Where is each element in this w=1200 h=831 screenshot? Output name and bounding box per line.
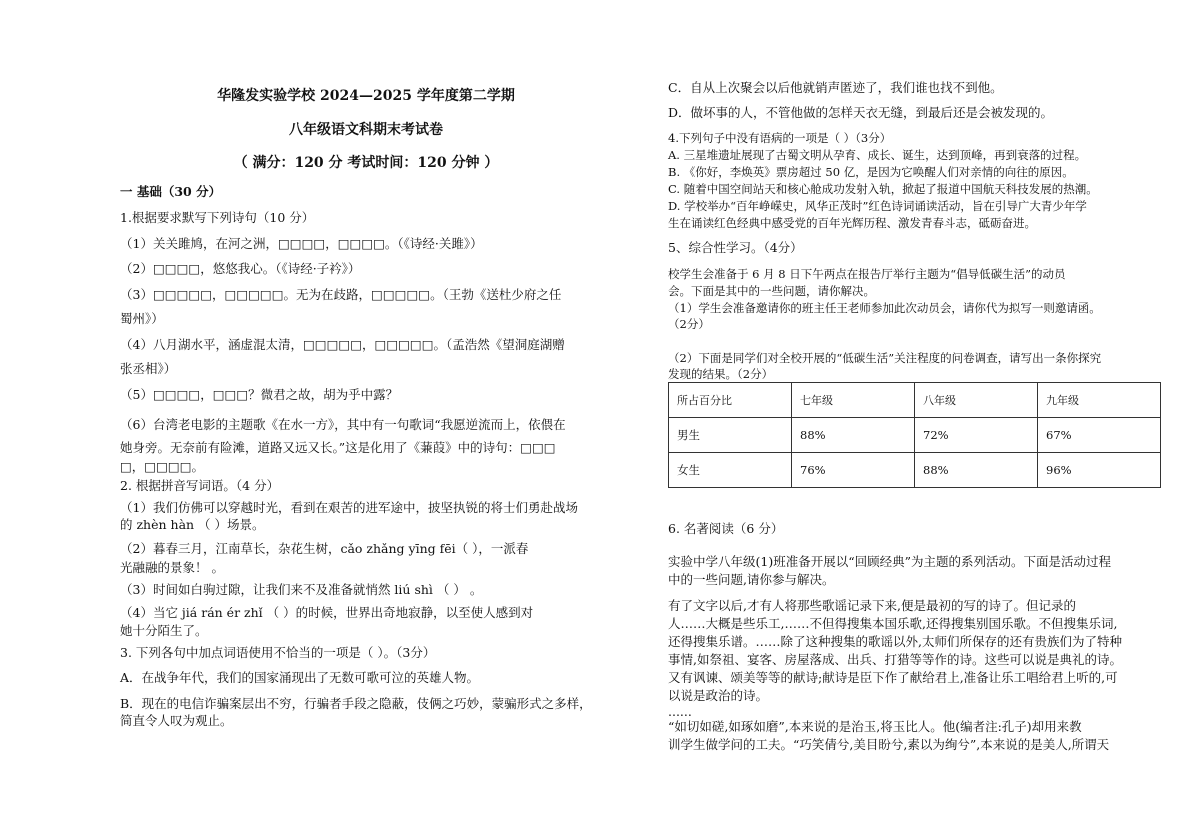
question-2-2-cont: 光融融的景象！ 。: [120, 560, 224, 575]
question-4-option-c: C. 随着中国空间站天和核心舱成功发射入轨，掀起了报道中国航天科技发展的热潮。: [668, 182, 1098, 196]
passage-line: 又有讽谏、颂美等等的献诗;献诗是臣下作了献给君上,准备让乐工唱给君上听的,可: [668, 670, 1118, 685]
section-heading: 一 基础（30 分）: [120, 184, 222, 199]
table-header-row: [669, 383, 1161, 418]
table-cell: 88%: [792, 418, 915, 453]
question-3-option-b-cont: 简直令人叹为观止。: [120, 713, 233, 728]
passage-line: 事情,如祭祖、宴客、房屋落成、出兵、打猎等等作的诗。这些可以说是典礼的诗。: [668, 652, 1122, 667]
table-cell: 76%: [792, 453, 915, 488]
question-5-1: （1）学生会准备邀请你的班主任王老师参加此次动员会，请你代为拟写一则邀请函。: [668, 301, 1101, 315]
question-2-2: （2）暮春三月，江南草长，杂花生树，cǎo zhǎng yīng fēi（ ），一派春: [120, 541, 529, 556]
exam-title: 八年级语文科期末考试卷: [289, 122, 443, 138]
question-6-intro-cont: 中的一些问题,请你参与解决。: [668, 572, 835, 587]
question-5-2: （2）下面是同学们对全校开展的“低碳生活”关注程度的问卷调查，请写出一条你探究: [668, 351, 1102, 365]
question-6-intro: 实验中学八年级(1)班准备开展以“回顾经典”为主题的系列活动。下面是活动过程: [668, 554, 1111, 569]
passage-line: 还得搜集乐谱。……除了这种搜集的歌谣以外,太师们所保存的还有贵族们为了特种: [668, 634, 1122, 649]
question-1-6-cont: 她身旁。无奈前有险滩，道路又远又长。”这是化用了《蒹葭》中的诗句：□□□: [120, 440, 556, 455]
table-cell: 88%: [915, 453, 1038, 488]
question-4-option-d: D. 学校举办“百年峥嵘史，风华正茂时”红色诗词诵读活动，旨在引导广大青少年学: [668, 199, 1087, 213]
table-cell: 96%: [1038, 453, 1161, 488]
question-1-1: （1）关关雎鸠，在河之洲，□□□□，□□□□。（《诗经·关雎》）: [120, 236, 483, 251]
question-2-4-cont: 她十分陌生了。: [120, 623, 208, 638]
question-2-4: （4）当它 jiá rán ér zhǐ （ ）的时候，世界出奇地寂静，以至使人感到对: [120, 605, 534, 620]
question-2-title: 2. 根据拼音写词语。（4 分）: [120, 478, 280, 493]
question-2-3: （3）时间如白驹过隙，让我们来不及准备就悄然 liú shì （ ） 。: [120, 582, 483, 597]
question-1-4-cont: 张丞相》）: [120, 361, 177, 376]
passage-line: 训学生做学问的工夫。“巧笑倩兮,美目盼兮,素以为绚兮”,本来说的是美人,所谓天: [668, 737, 1110, 752]
passage-line: 人……大概是些乐工,……不但得搜集本国乐歌,还得搜集别国乐歌。不但搜集乐词,: [668, 616, 1118, 631]
question-1-6-cont2: □，□□□□。: [120, 459, 205, 474]
question-2-1: （1）我们仿佛可以穿越时光，看到在艰苦的进军途中，披坚执锐的将士们勇赴战场: [120, 500, 578, 515]
table-row: [669, 418, 1161, 453]
table-cell: 72%: [915, 418, 1038, 453]
question-3-option-d: D．做坏事的人，不管他做的怎样天衣无缝，到最后还是会被发现的。: [668, 105, 1054, 120]
table-cell: 女生: [669, 453, 792, 488]
question-3-option-a: A．在战争年代，我们的国家涌现出了无数可歌可泣的英雄人物。: [120, 670, 480, 685]
question-4-option-a: A. 三星堆遗址展现了古蜀文明从孕育、成长、诞生，达到顶峰，再到衰落的过程。: [668, 148, 1087, 162]
table-header-cell: 七年级: [792, 383, 915, 418]
question-4-option-d-cont: 生在诵读红色经典中感受党的百年光辉历程、激发青春斗志，砥砺奋进。: [668, 216, 1036, 230]
school-title: 华隆发实验学校 2024—2025 学年度第二学期: [217, 88, 515, 104]
question-1-title: 1.根据要求默写下列诗句（10 分）: [120, 210, 315, 225]
question-1-2: （2）□□□□，悠悠我心。（《诗经·子衿》）: [120, 261, 361, 276]
question-4-title: 4.下列句子中没有语病的一项是（ ）（3分）: [668, 131, 892, 145]
question-5-title: 5、综合性学习。（4分）: [668, 240, 803, 255]
table-header-cell: 九年级: [1038, 383, 1161, 418]
passage-line: “如切如磋,如琢如磨”,本来说的是治玉,将玉比人。他(编者注:孔子)却用来教: [668, 719, 1082, 734]
survey-table: [668, 382, 1161, 488]
question-1-6: （6）台湾老电影的主题歌《在水一方》，其中有一句歌词“我愿逆流而上，依偎在: [120, 417, 566, 432]
question-4-option-b: B. 《你好，李焕英》票房超过 50 亿，是因为它唤醒人们对亲情的向往的原因。: [668, 165, 1074, 179]
question-1-4: （4）八月湖水平，涵虚混太清，□□□□□，□□□□□。（孟浩然《望洞庭湖赠: [120, 337, 565, 352]
table-row: [669, 453, 1161, 488]
question-1-3-cont: 蜀州》）: [120, 311, 164, 326]
table-cell: 男生: [669, 418, 792, 453]
question-5-intro-cont: 会。下面是其中的一些问题，请你解决。: [668, 284, 875, 298]
question-3-option-b: B．现在的电信诈骗案层出不穷，行骗者手段之隐蔽，伎俩之巧妙，蒙骗形式之多样，: [120, 696, 592, 711]
question-3-title: 3. 下列各句中加点词语使用不恰当的一项是（ ）。（3分）: [120, 645, 436, 660]
question-1-5: （5）□□□□，□□□？微君之故，胡为乎中露？: [120, 387, 399, 402]
table-cell: 67%: [1038, 418, 1161, 453]
passage-line: 以说是政治的诗。: [668, 688, 769, 703]
question-3-option-c: C．自从上次聚会以后他就销声匿迹了，我们谁也找不到他。: [668, 80, 1003, 95]
question-5-1-cont: （2分）: [668, 317, 710, 331]
table-header-cell: 八年级: [915, 383, 1038, 418]
question-5-2-cont: 发现的结果。（2分）: [668, 367, 774, 381]
question-5-intro: 校学生会准备于 6 月 8 日下午两点在报告厅举行主题为“倡导低碳生活”的动员: [668, 267, 1066, 281]
passage-ellipsis: ......: [668, 704, 692, 719]
exam-info: （ 满分：120 分 考试时间：120 分钟 ）: [233, 155, 499, 171]
question-1-3: （3）□□□□□，□□□□□。无为在歧路，□□□□□。（王勃《送杜少府之任: [120, 287, 562, 302]
passage-line: 有了文字以后,才有人将那些歌谣记录下来,便是最初的写的诗了。但记录的: [668, 598, 1076, 613]
table-header-cell: 所占百分比: [669, 383, 792, 418]
question-2-1-cont: 的 zhèn hàn （ ）场景。: [120, 517, 265, 532]
question-6-title: 6. 名著阅读（6 分）: [668, 521, 784, 536]
